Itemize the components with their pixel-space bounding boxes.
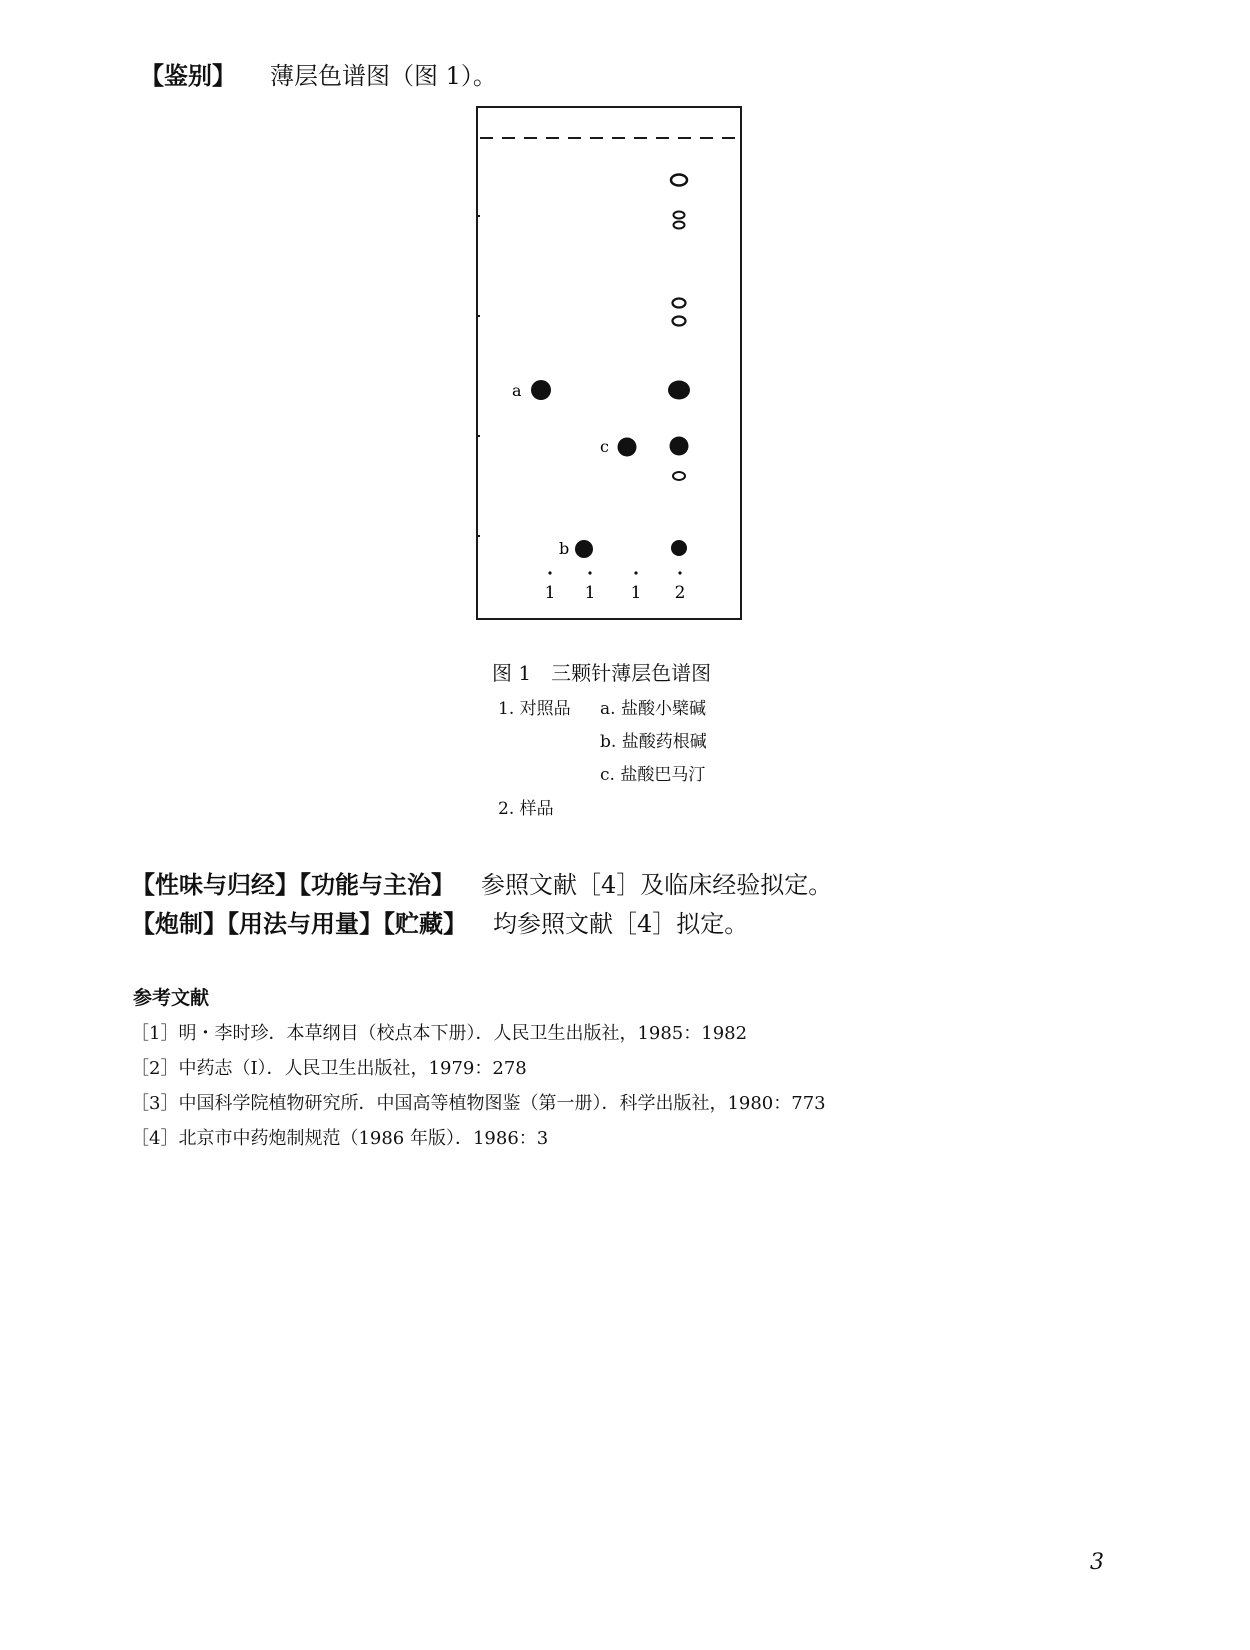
legend-item-a: a. 盐酸小檗碱: [600, 699, 706, 719]
property-line-2: [131, 904, 748, 939]
property-text-1: 参照文献［4］及临床经验拟定。: [481, 871, 833, 899]
references-heading: 参考文献: [133, 987, 210, 1009]
sample-spot-a: [668, 381, 690, 400]
spot-b-reference: [575, 540, 593, 558]
property-line-1: [131, 865, 832, 900]
property-heading-1: 【性味与归经】【功能与主治】: [131, 871, 455, 899]
sample-spot-faint-5: [673, 317, 686, 326]
tlc-chromatogram: [476, 106, 742, 620]
sample-spot-faint-1: [671, 175, 687, 186]
figure-caption-title: 图 1 三颗针薄层色谱图: [492, 661, 712, 685]
origin-marks: [548, 571, 681, 574]
lane-label-3: 1: [630, 583, 642, 603]
legend-sample-label: 2. 样品: [498, 799, 554, 819]
lane-label-4: 2: [674, 583, 686, 603]
legend-item-c: c. 盐酸巴马汀: [600, 765, 706, 785]
reference-item-2: ［2］中药志（Ⅰ）．人民卫生出版社，1979：278: [131, 1058, 527, 1079]
sample-spot-c: [670, 437, 689, 456]
spot-b-label: b: [559, 539, 570, 558]
legend-reference-label: 1. 对照品: [498, 699, 571, 719]
sample-spot-faint-3: [674, 222, 685, 229]
identification-line: [140, 56, 497, 91]
spot-a-label: a: [512, 381, 522, 400]
spot-c-label: c: [600, 437, 609, 456]
identification-heading: 【鉴别】: [140, 62, 236, 90]
sample-spot-faint-6: [673, 472, 685, 480]
sample-lane-spots: [668, 175, 690, 557]
reference-item-1: ［1］明・李时珍．本草纲目（校点本下册）．人民卫生出版社，1985：1982: [131, 1023, 748, 1044]
spot-c-reference: [618, 438, 637, 457]
property-heading-2: 【炮制】【用法与用量】【贮藏】: [131, 910, 467, 938]
edge-ticks: [476, 216, 480, 536]
property-text-2: 均参照文献［4］拟定。: [493, 910, 749, 938]
reference-item-4: ［4］北京市中药炮制规范（1986 年版）．1986：3: [131, 1128, 549, 1149]
reference-item-3: ［3］中国科学院植物研究所．中国高等植物图鉴（第一册）．科学出版社，1980：773: [131, 1093, 826, 1114]
legend-item-b: b. 盐酸药根碱: [600, 732, 707, 752]
lane-label-2: 1: [584, 583, 596, 603]
identification-text: 薄层色谱图（图 1）。: [270, 62, 497, 90]
sample-spot-b: [671, 540, 687, 556]
sample-spot-faint-2: [674, 212, 685, 219]
sample-spot-faint-4: [673, 299, 686, 308]
page-number: 3: [1090, 1550, 1104, 1575]
spot-a-reference: [531, 380, 551, 400]
lane-label-1: 1: [544, 583, 556, 603]
